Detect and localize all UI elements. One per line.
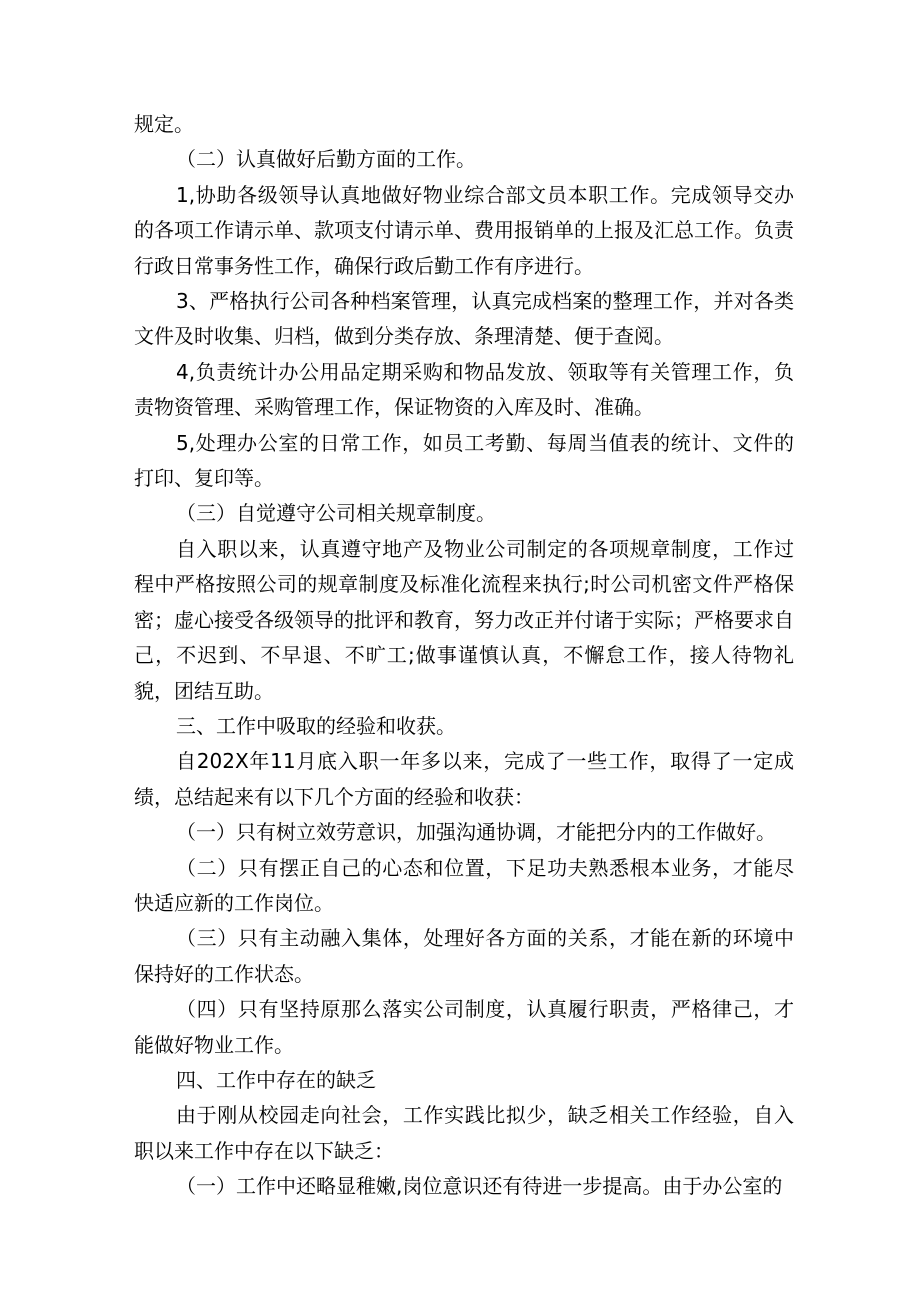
paragraph-item-5: 5,处理办公室的日常工作，如员工考勤、每周当值表的统计、文件的打印、复印等。 [134,430,794,491]
paragraph-item-1: 1,协助各级领导认真地做好物业综合部文员本职工作。完成领导交办的各项工作请示单、款项支付请示单、费用报销单的上报及汇总工作。负责行政日常事务性工作，确保行政后勤工作有序进行。 [134,182,794,278]
subheading-rules: （三）自觉遵守公司相关规章制度。 [176,501,496,526]
section-heading-experience: 三、工作中吸取的经验和收获。 [176,713,456,738]
paragraph-experience-2: （二）只有摆正自己的心态和位置，下足功夫熟悉根本业务，才能尽快适应新的工作岗位。 [134,855,794,915]
paragraph-continuation: 规定。 [134,112,194,136]
paragraph-rules: 自入职以来，认真遵守地产及物业公司制定的各项规章制度，工作过程中严格按照公司的规章制度及标准化流程来执行;时公司机密文件严格保密；虚心接受各级领导的批评和教育，努力改正并付诸于实际；严格要求自己，不迟到、不早退、不旷工;做事谨慎认真，不懈怠工作，接人待物礼貌，团结互助。 [134,536,794,703]
paragraph-shortcomings-intro: 由于刚从校园走向社会，工作实践比拟少，缺乏相关工作经验，自入职以来工作中存在以下缺乏： [134,1103,794,1163]
paragraph-shortcomings-1: （一）工作中还略显稚嫩,岗位意识还有待进一步提高。由于办公室的 [176,1174,783,1199]
subheading-logistics: （二）认真做好后勤方面的工作。 [176,147,476,172]
paragraph-experience-1: （一）只有树立效劳意识，加强沟通协调，才能把分内的工作做好。 [176,820,776,845]
paragraph-experience-intro: 自202X年11月底入职一年多以来，完成了一些工作，取得了一定成绩，总结起来有以下几个方面的经验和收获： [134,749,794,809]
document-page [134,107,794,1205]
paragraph-experience-4: （四）只有坚持原那么落实公司制度，认真履行职责，严格律己，才能做好物业工作。 [134,997,794,1057]
paragraph-experience-3: （三）只有主动融入集体，处理好各方面的关系，才能在新的环境中保持好的工作状态。 [134,926,794,986]
section-heading-shortcomings: 四、工作中存在的缺乏 [176,1067,376,1092]
paragraph-item-4: 4,负责统计办公用品定期采购和物品发放、领取等有关管理工作，负责物资管理、采购管理工作，保证物资的入库及时、准确。 [134,359,794,420]
paragraph-item-3: 3、严格执行公司各种档案管理，认真完成档案的整理工作，并对各类文件及时收集、归档，做到分类存放、条理清楚、便于查阅。 [134,289,794,349]
